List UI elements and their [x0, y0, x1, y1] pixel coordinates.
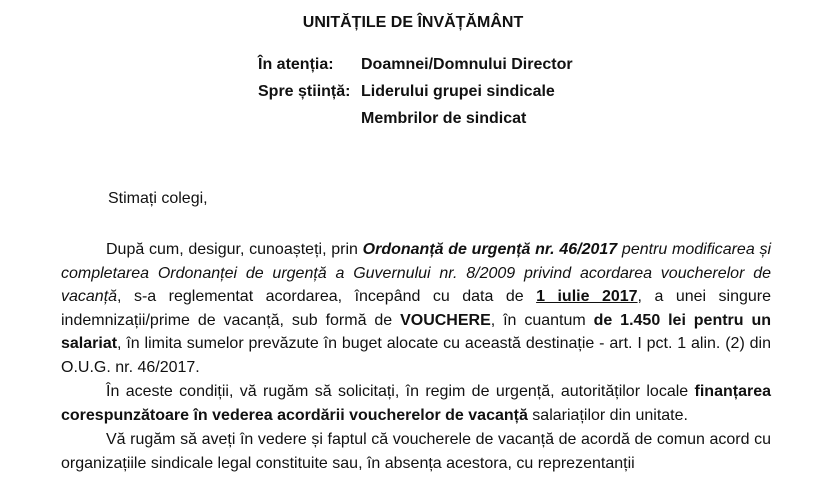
p2-text-3: salariaților din unitate. — [527, 406, 688, 424]
p1-text-6: , a unei singure indemnizații/prime de vacanță, sub formă de — [61, 288, 772, 329]
paragraph-1 — [61, 238, 771, 379]
paragraph-2 — [61, 380, 771, 427]
attention-line — [258, 56, 573, 74]
p1-ordinance-title: pentru modificarea și completarea Ordonanței de urgență a Guvernului nr. 8/2009 privind acordarea voucherelor de vacanță — [61, 241, 772, 305]
attention-label: În atenția: — [258, 56, 334, 73]
cc-line — [258, 83, 555, 101]
cc-value-1: Liderului grupei sindicale — [361, 83, 555, 100]
p1-text-10: , în limita sumelor prevăzute în buget alocate cu această destinație - art. I pct. 1 alin. (2) din O.U.G. nr. 46/2017. — [61, 335, 771, 376]
p3-text-1: Vă rugăm să aveți în vedere și faptul că voucherele de vacanță de acordă de comun acord cu organizațiile sindicale legal constituite sau, în absența acestora, cu reprezentanții — [61, 431, 771, 472]
cc-line-2 — [361, 110, 526, 128]
cc-value-2: Membrilor de sindicat — [361, 110, 527, 127]
p1-start-date: 1 iulie 2017 — [536, 288, 638, 305]
greeting: Stimați colegi, — [108, 190, 208, 207]
letter-body — [61, 238, 771, 476]
attention-value: Doamnei/Domnului Director — [361, 56, 573, 73]
p1-text-4: , s-a reglementat acordarea, începând cu data de — [117, 288, 537, 305]
p1-amount: de 1.450 lei pentru un salariat — [61, 311, 771, 352]
p1-text-1: După cum, desigur, cunoașteți, prin — [106, 241, 363, 258]
p1-text-8: , în cuantum — [490, 311, 594, 329]
p1-vouchers: VOUCHERE — [400, 311, 491, 329]
cc-label: Spre știință: — [258, 83, 351, 100]
paragraph-3 — [61, 428, 771, 475]
p2-text-1: În aceste condiții, vă rugăm să solicitați, în regim de urgență, autorităților locale — [106, 383, 695, 400]
document-title: UNITĂȚILE DE ÎNVĂȚĂMÂNT — [302, 14, 524, 31]
p1-ordinance-ref: Ordonanță de urgență nr. 46/2017 — [362, 241, 618, 258]
p2-funding: finanțarea corespunzătoare în vederea acordării voucherelor de vacanță — [61, 383, 771, 424]
